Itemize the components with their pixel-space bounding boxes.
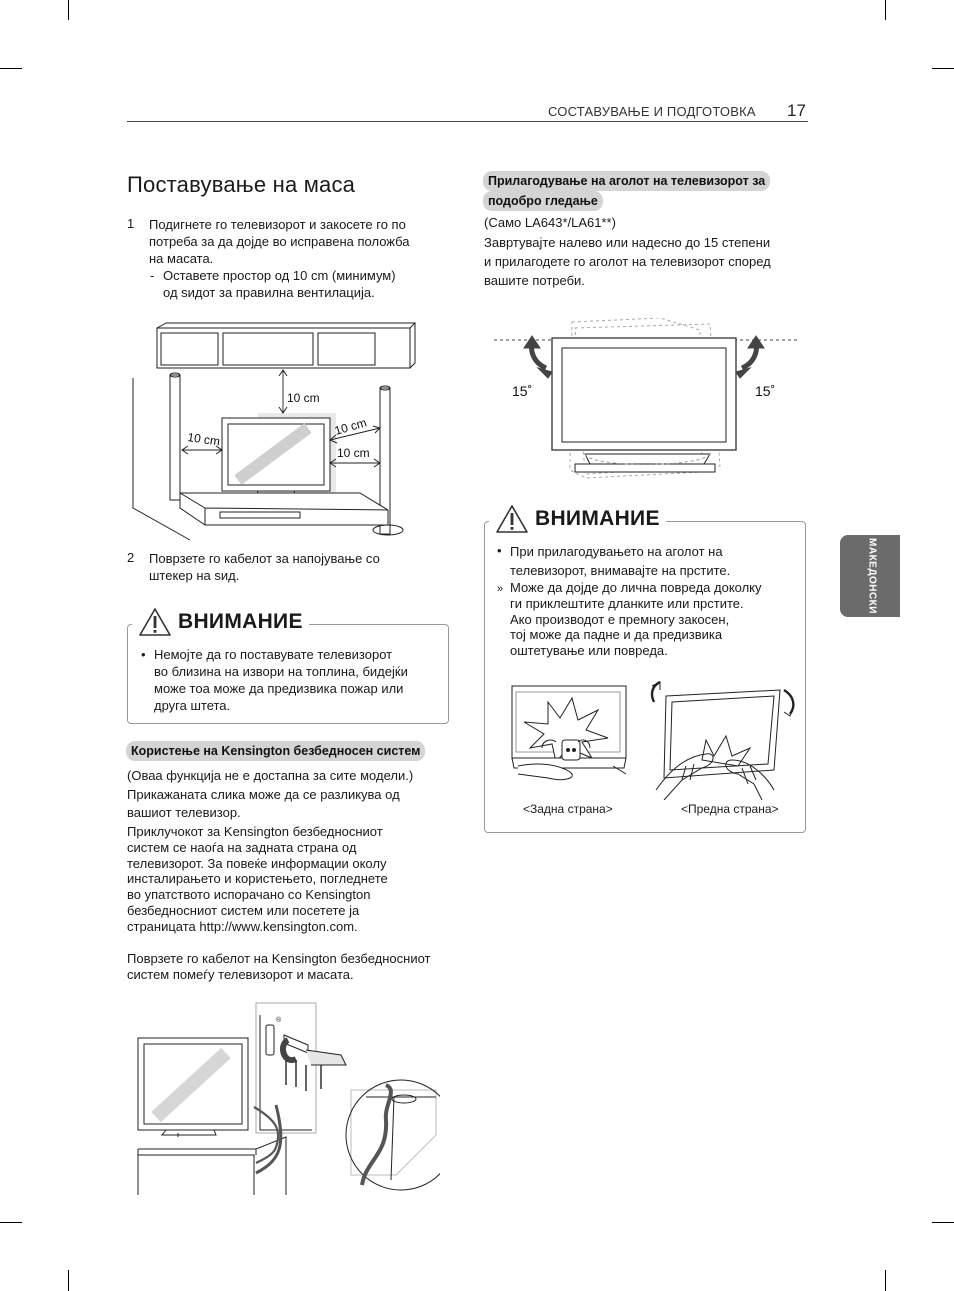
step-number: 2 [127,550,135,565]
warning-triangle-icon [138,607,172,637]
caution-text-2: Може да дојде до лична повреда доколку ги приклештите дланките или прстите. Ако производот е премногу закосен, тој може да падне и да предизвика оштетување или повреда. [510,580,762,659]
crop-mark [885,0,886,20]
kensington-connect-text: Поврзете го кабелот на Kensington безбедносниот систем помеѓу телевизорот и масата. [127,951,431,982]
language-tab [840,535,900,617]
tv-swivel-illustration [490,318,802,480]
crop-mark [68,1270,69,1291]
bullet: • [497,543,502,558]
angle-instructions: Завртувајте налево или надесно до 15 степени и прилагодете го аголот на телевизорот според вашите потреби. [484,235,771,288]
language-tab-label: МАКЕДОНСКИ [866,538,878,614]
kensington-intro: (Оваа функција не е достапна за сите модели.) Прикажаната слика може да се разликува од вашиот телевизор. [127,768,414,820]
crop-mark [0,1222,22,1223]
finger-pinch-front-illustration [646,680,800,800]
caption-back: <Задна страна> [523,802,613,816]
step-1-dash: - [150,268,155,283]
angle-section-heading: Прилагодување на аголот на телевизорот за подобро гледање [483,171,770,211]
finger-pinch-back-illustration [508,682,632,797]
header-rule [127,121,808,122]
crop-mark [932,1222,954,1223]
crop-mark [932,68,954,69]
bullet: • [141,647,146,662]
page-number: 17 [787,101,806,120]
clearance-label-left: 10 cm [186,430,221,449]
clearance-label-right-upper: 10 cm [332,415,369,438]
step-1-text: Подигнете го телевизорот и закосете го по потреба за да дојде во исправена положба на масата. [149,217,410,266]
caution-title: ВНИМАНИЕ [178,610,303,633]
kensington-heading: Користење на Kensington безбедносен систем [126,741,425,761]
crop-mark [0,68,22,69]
svg-text:®: ® [276,1017,282,1024]
tv-clearance-illustration [130,318,448,542]
crop-mark [885,1270,886,1291]
clearance-label-top: 10 cm [287,391,320,405]
model-note: (Само LA643*/LA61**) [484,215,616,230]
step-2-text: Поврзете го кабелот за напојување со штекер на ѕид. [149,551,380,583]
caution-title: ВНИМАНИЕ [535,507,660,530]
kensington-description: Приклучокот за Kensington безбедносниот систем се наоѓа на задната страна од телевизорот. За повеќе информации околу инсталирањето и користењето, погледнете во упатството испорачано со Kensington безбедносниот систем или посетете ја страницата http://www.kensington.com. [127,824,388,934]
kensington-lock-illustration [136,995,440,1195]
step-1-subtext: Оставете простор од 10 cm (минимум) од ѕидот за правилна вентилација. [163,268,396,300]
caution-text-1: При прилагодувањето на аголот на телевизорот, внимавајте на прстите. [510,544,731,578]
caution-text: Немојте да го поставувате телевизорот во близина на извори на топлина, бидејќи може тоа може да предизвика пожар или друга штета. [154,647,408,713]
warning-triangle-icon [495,504,529,534]
page-title: Поставување на маса [127,172,356,197]
crop-mark [68,0,69,20]
angle-label-left: 15˚ [512,383,533,399]
caution-heading [132,607,309,637]
caution-heading [489,504,666,534]
step-number: 1 [127,216,135,231]
section-header: СОСТАВУВАЊЕ И ПОДГОТОВКА [548,104,756,119]
caption-front: <Предна страна> [681,802,779,816]
clearance-label-right-lower: 10 cm [337,446,370,460]
sub-bullet: » [497,583,504,595]
angle-label-right: 15˚ [755,383,776,399]
